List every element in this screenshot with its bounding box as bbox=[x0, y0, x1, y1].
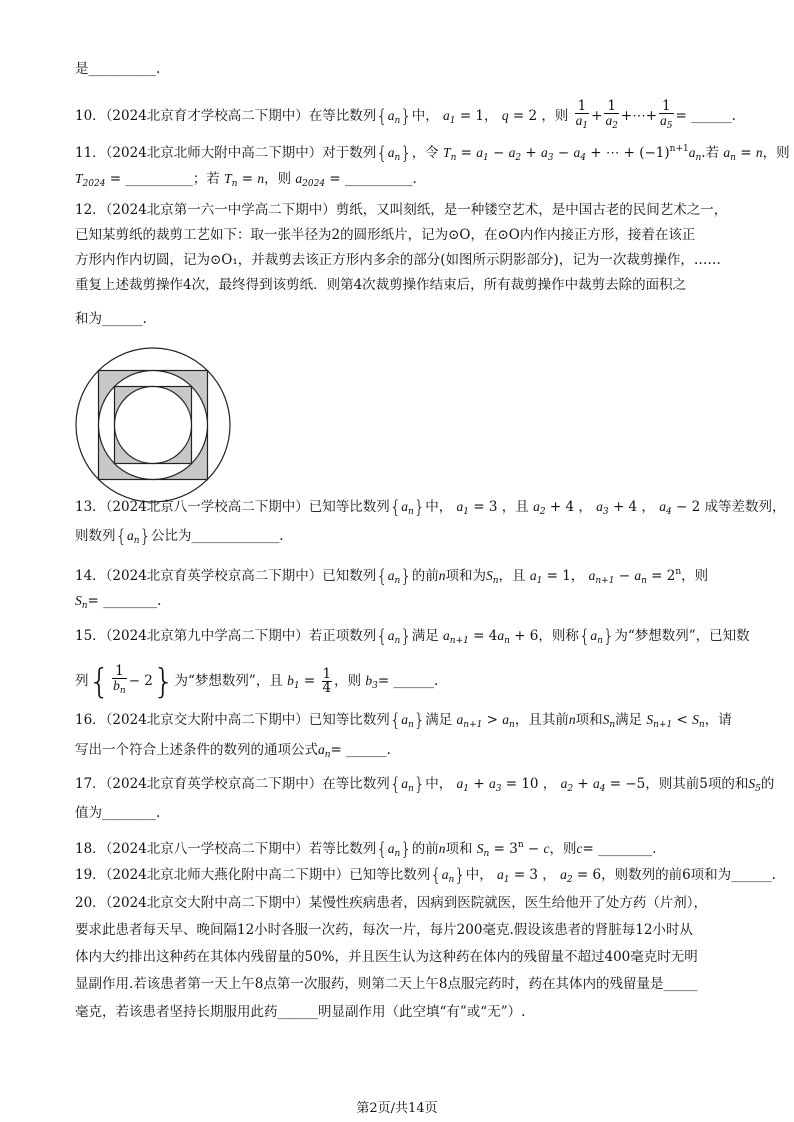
question-12-line2: 已知某剪纸的裁剪工艺如下：取一张半径为2的圆形纸片，记为⊙O，在⊙O内作内接正方形，接着在该正 bbox=[75, 227, 696, 243]
question-12-line3: 方形内作内切圆，记为⊙O₁，并裁剪去该正方形内多余的部分(如图所示阴影部分)，记为一次裁剪操作，…… bbox=[75, 252, 721, 268]
question-20-line4: 显副作用.若该患者第一天上午8点第一次服药，则第二天上午8点服完药时，药在其体内的残留量是_____ bbox=[75, 976, 698, 992]
question-13-line2: 则数列$\{a_n\}$公比为_____________. bbox=[75, 526, 284, 547]
question-15-line2: 列{ $\frac{1}{b_n}$ − 2}为“梦想数列”，且 $b_1$ = $\frac{1}{4}$ ，则 $b_3=$ ______. bbox=[75, 662, 439, 702]
question-14: 14．（2024北京育英学校京高二下期中）已知数列$\{a_n\}$的前n项和为$S_n$，且 $a_1 = 1$， $a_{n+1} - a_n = 2^n$，则 bbox=[75, 566, 709, 587]
question-20-line5: 毫克，若该患者坚持长期服用此药______明显副作用（此空填“有”或“无”）. bbox=[75, 1004, 526, 1020]
question-11: 11．（2024北京北师大附中高二下期中）对于数列$\{a_n\}$，令 $T_n = a_1 - a_2 + a_3 - a_4$ + ⋯ + $(-1)^{n+1}a_n$.若 $a_n = n$，则 bbox=[75, 143, 790, 164]
question-13: 13．（2024北京八一学校高二下期中）已知等比数列$\{a_n\}$中， $a_1 = 3$ ，且 $a_2 + 4$ ， $a_3 + 4$ ， $a_4 - 2$ 成等差数列， bbox=[75, 497, 786, 518]
question-16: 16．（2024北京交大附中高二下期中）已知等比数列$\{a_n\}$满足 $a_{n+1} > a_n$，且其前n项和$S_n$满足 $S_{n+1} < S_n$，请 bbox=[75, 710, 732, 731]
question-15: 15．（2024北京第九中学高二下期中）若正项数列$\{a_n\}$满足 $a_{n+1} = 4a_n + 6$，则称$\{a_n\}$为“梦想数列”，已知数 bbox=[75, 626, 750, 647]
circle-square-diagram bbox=[73, 345, 233, 505]
paper-cutting-figure bbox=[73, 345, 233, 509]
question-17: 17．（2024北京育英学校京高二下期中）在等比数列$\{a_n\}$中， $a_1 + a_3 = 10$ ， $a_2 + a_4 = -5$，则其前5项的和$S_5$的 bbox=[75, 774, 775, 795]
question-20-line1: 20．（2024北京交大附中高二下期中）某慢性疾病患者，因病到医院就医，医生给他开了处方药（片剂）， bbox=[75, 895, 708, 911]
question-20-line3: 体内大约排出这种药在其体内残留量的50%，并且医生认为这种药在体内的残留量不超过400毫克时无明 bbox=[75, 949, 698, 965]
question-17-line2: 值为________. bbox=[75, 805, 161, 821]
question-20-line2: 要求此患者每天早、晚间隔12小时各服一次药，每次一片，每片200毫克.假设该患者的肾脏每12小时从 bbox=[75, 922, 693, 938]
question-14-line2: $S_n=$ ________. bbox=[75, 593, 162, 611]
page-footer: 第2页/共14页 bbox=[356, 1101, 438, 1116]
question-12-line5: 和为______. bbox=[75, 311, 147, 327]
continued-line: 是__________. bbox=[75, 61, 161, 77]
question-19: 19．（2024北京北师大燕化附中高二下期中）已知等比数列$\{a_n\}$中， $a_1 = 3$ ， $a_2 = 6$，则数列的前6项和为______. bbox=[75, 865, 776, 886]
question-12-line4: 重复上述裁剪操作4次，最终得到该剪纸．则第4次裁剪操作结束后，所有裁剪操作中裁剪去除的面积之 bbox=[75, 277, 687, 293]
question-12-line1: 12．（2024北京第一六一中学高二下期中）剪纸，又叫刻纸，是一种镂空艺术，是中国古老的民间艺术之一， bbox=[75, 202, 728, 218]
question-18: 18．（2024北京八一学校高二下期中）若等比数列$\{a_n\}$的前n项和 $S_n = 3^n - c$，则c= ________. bbox=[75, 839, 657, 860]
question-11-line2: $T_{2024}$ = __________；若 $T_n = n$，则 $a_{2024}$ = __________. bbox=[75, 171, 417, 189]
innermost-circle bbox=[115, 387, 192, 464]
question-10: 10．（2024北京育才学校高二下期中）在等比数列$\{a_n\}$中， $a_1 = 1$， q = 2 ，则 $\frac{1}{a_1}$ + $\frac{1}{a_2}$ +⋯+ $\frac{1}{a_5}$ = ______. bbox=[75, 98, 736, 131]
question-16-line2: 写出一个符合上述条件的数列的通项公式$a_n=$ ______. bbox=[75, 742, 391, 760]
